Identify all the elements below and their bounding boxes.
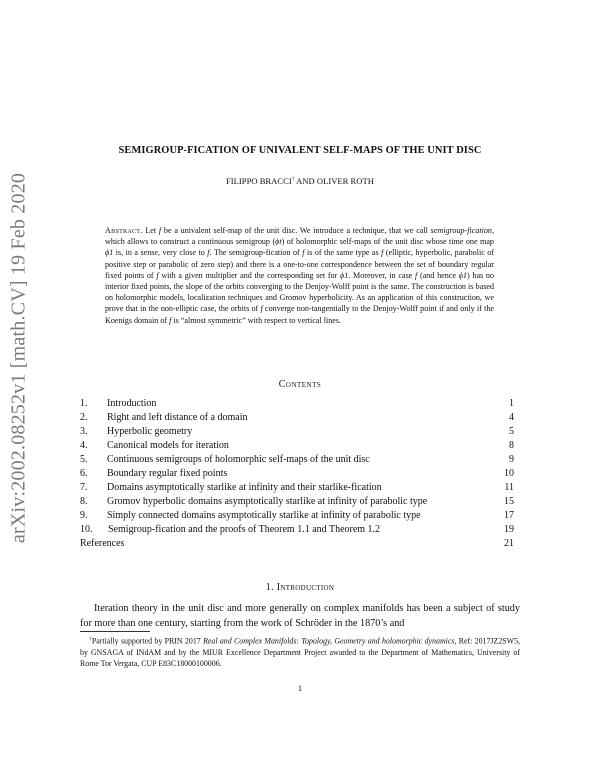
- intro-paragraph: Iteration theory in the unit disc and more generally on complex manifolds has been a subject of study for more than one century, starting from the work of Schröder in the 1870’s and: [80, 603, 520, 629]
- author-roth: AND OLIVER ROTH: [294, 176, 374, 186]
- toc-row[interactable]: 5. Continuous semigroups of holomorphic self-maps of the unit disc 9: [80, 454, 514, 466]
- arxiv-identifier: arXiv:2002.08252v1 [math.CV] 19 Feb 2020: [7, 172, 30, 543]
- section-title: Introduction: [276, 582, 335, 593]
- footnote-mark: †: [89, 637, 92, 642]
- toc-row[interactable]: 2. Right and left distance of a domain 4: [80, 412, 514, 424]
- arxiv-stamp: [4, 165, 34, 550]
- paper-title: SEMIGROUP-FICATION OF UNIVALENT SELF-MAPS OF THE UNIT DISC: [118, 145, 482, 156]
- toc-row[interactable]: 1. Introduction 1: [80, 398, 514, 409]
- footnote: †Partially supported by PRIN 2017 Real and Complex Manifolds: Topology, Geometry and holomorphic dynamics, Ref: 2017JZ2SW5, by GNSAGA of INdAM and by the MIUR Excellence Department Project awarded to the Department of Mathematics, University of Rome Tor Vergata, CUP E83C18000100006.: [80, 636, 521, 669]
- table-of-contents: [80, 397, 514, 552]
- toc-row[interactable]: 6. Boundary regular fixed points 10: [80, 468, 514, 480]
- authors: [0, 176, 600, 186]
- author-bracci: FILIPPO BRACCI: [226, 176, 292, 186]
- project-title: Real and Complex Manifolds: Topology, Geometry and holomorphic dynamics: [203, 636, 455, 646]
- abstract-label: Abstract.: [105, 226, 143, 235]
- toc-row[interactable]: 4. Canonical models for iteration 8: [80, 440, 514, 452]
- section-number: 1.: [265, 582, 274, 593]
- section-heading-introduction: [0, 582, 600, 593]
- footnote-divider: [80, 631, 150, 632]
- footnote-mark: †: [291, 176, 295, 183]
- contents-heading: Contents: [278, 379, 322, 390]
- toc-row[interactable]: 10. Semigroup-fication and the proofs of Theorem 1.1 and Theorem 1.2 19: [80, 524, 514, 536]
- toc-row[interactable]: 3. Hyperbolic geometry 5: [80, 426, 514, 438]
- toc-row[interactable]: 8. Gromov hyperbolic domains asymptotically starlike at infinity of parabolic type 15: [80, 496, 514, 508]
- toc-row[interactable]: 7. Domains asymptotically starlike at infinity and their starlike-fication 11: [80, 482, 514, 494]
- page-number: 1: [297, 683, 303, 693]
- abstract: Abstract. Let f be a univalent self-map of the unit disc. We introduce a technique, that we call semigroup-fication, which allows to construct a continuous semigroup (ϕt) of holomorphic self-maps of the unit disc whose time one map ϕ1 is, in a sense, very close to f. The semigroup-fication of f is of the same type as f (elliptic, hyperbolic, parabolic of positive step or parabolic of zero step) and there is a one-to-one correspondence between the set of boundary regular fixed points of f with a given multiplier and the corresponding set for ϕ1. Moreover, in case f (and hence ϕ1) has no interior fixed points, the slope of the orbits converging to the Denjoy-Wolff point is the same. The construction is based on holomorphic models, localization techniques and Gromov hyperbolicity. As an application of this construction, we prove that in the non-elliptic case, the orbits of f converge non-tangentially to the Denjoy-Wolff point if and only if the Koenigs domain of f is “almost symmetric” with respect to vertical lines.: [105, 226, 495, 325]
- toc-row[interactable]: 9. Simply connected domains asymptotically starlike at infinity of parabolic type 17: [80, 510, 514, 522]
- term-semigroup-fication: semigroup-fication: [430, 226, 492, 235]
- toc-row-references[interactable]: References 21: [80, 538, 514, 550]
